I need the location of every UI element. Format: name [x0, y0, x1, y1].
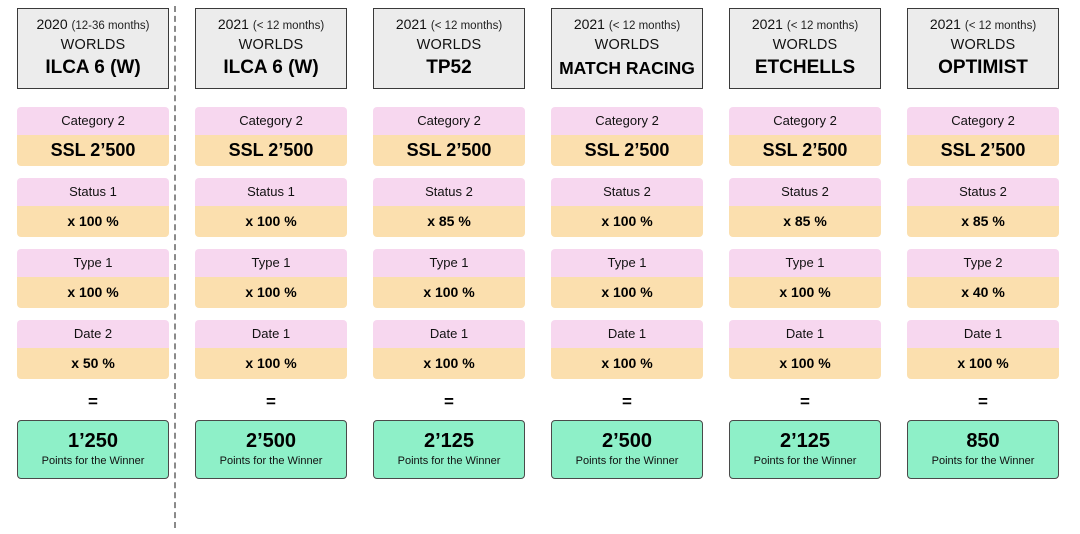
factor-value: x 50 %: [17, 348, 169, 379]
event-age-window: (< 12 months): [964, 20, 1037, 32]
factor-value: x 85 %: [729, 206, 881, 237]
factor-value: x 100 %: [373, 277, 525, 308]
event-header-card: [373, 8, 525, 89]
factor-label: Category 2: [373, 107, 525, 135]
result-caption: Points for the Winner: [931, 455, 1035, 467]
factor-value: SSL 2’500: [551, 135, 703, 166]
factor-date: [729, 320, 881, 379]
factor-value: x 100 %: [729, 277, 881, 308]
event-level: WORLDS: [238, 37, 304, 53]
result-points: 2’125: [423, 430, 475, 452]
factor-value: SSL 2’500: [729, 135, 881, 166]
factor-type: [907, 249, 1059, 308]
factor-status: [373, 178, 525, 237]
factor-label: Status 2: [729, 178, 881, 206]
event-level: WORLDS: [594, 37, 660, 53]
result-caption: Points for the Winner: [575, 455, 679, 467]
factor-category: [907, 107, 1059, 166]
event-class: ILCA 6 (W): [223, 57, 319, 78]
event-age-window: (< 12 months): [252, 20, 325, 32]
factor-label: Date 2: [17, 320, 169, 348]
result-points: 2’500: [601, 430, 653, 452]
factor-label: Status 1: [195, 178, 347, 206]
factor-date: [17, 320, 169, 379]
factor-label: Category 2: [729, 107, 881, 135]
factor-type: [17, 249, 169, 308]
factor-type: [373, 249, 525, 308]
event-year-value: 2021: [217, 16, 249, 32]
factor-label: Date 1: [195, 320, 347, 348]
result-points: 2’500: [245, 430, 297, 452]
factor-value: x 100 %: [373, 348, 525, 379]
result-card: [373, 420, 525, 479]
factor-value: x 85 %: [373, 206, 525, 237]
result-caption: Points for the Winner: [41, 455, 145, 467]
factor-date: [373, 320, 525, 379]
event-age-window: (< 12 months): [430, 20, 503, 32]
factor-label: Category 2: [195, 107, 347, 135]
event-column-1: [4, 8, 182, 479]
result-points: 2’125: [779, 430, 831, 452]
factor-label: Status 1: [17, 178, 169, 206]
event-year-value: 2021: [751, 16, 783, 32]
factor-value: x 100 %: [17, 277, 169, 308]
column-divider: [174, 6, 176, 528]
factor-label: Category 2: [17, 107, 169, 135]
factor-category: [729, 107, 881, 166]
factor-label: Type 1: [195, 249, 347, 277]
event-age-window: (< 12 months): [608, 20, 681, 32]
event-year-value: 2021: [929, 16, 961, 32]
equals-sign: =: [978, 392, 988, 411]
factor-label: Category 2: [551, 107, 703, 135]
factor-category: [373, 107, 525, 166]
event-level: WORLDS: [950, 37, 1016, 53]
factor-value: SSL 2’500: [195, 135, 347, 166]
factor-value: SSL 2’500: [17, 135, 169, 166]
equals-sign: =: [444, 392, 454, 411]
factor-value: x 100 %: [551, 206, 703, 237]
factor-value: x 100 %: [551, 348, 703, 379]
event-year-value: 2021: [573, 16, 605, 32]
event-class: ETCHELLS: [754, 57, 856, 78]
event-class: OPTIMIST: [938, 57, 1028, 78]
event-year: [200, 16, 342, 35]
factor-value: x 100 %: [195, 277, 347, 308]
event-year: [378, 16, 520, 35]
factor-label: Type 2: [907, 249, 1059, 277]
event-class: TP52: [426, 57, 472, 78]
factor-label: Category 2: [907, 107, 1059, 135]
factor-category: [551, 107, 703, 166]
result-card: [729, 420, 881, 479]
factor-status: [907, 178, 1059, 237]
event-age-window: (< 12 months): [786, 20, 859, 32]
factor-value: x 100 %: [729, 348, 881, 379]
event-column-3: [360, 8, 538, 479]
factor-label: Date 1: [907, 320, 1059, 348]
factor-label: Type 1: [373, 249, 525, 277]
event-class: MATCH RACING: [559, 58, 695, 78]
event-year: [556, 16, 698, 35]
factor-value: x 100 %: [17, 206, 169, 237]
factor-value: x 100 %: [195, 348, 347, 379]
factor-status: [17, 178, 169, 237]
result-points: 1’250: [67, 430, 119, 452]
event-header-card: [195, 8, 347, 89]
event-year: [734, 16, 876, 35]
factor-label: Status 2: [373, 178, 525, 206]
event-year-value: 2020: [36, 16, 68, 32]
factor-category: [17, 107, 169, 166]
factor-value: x 85 %: [907, 206, 1059, 237]
event-year: [22, 16, 164, 35]
equals-sign: =: [88, 392, 98, 411]
factor-value: x 40 %: [907, 277, 1059, 308]
event-age-window: (12-36 months): [71, 20, 150, 32]
factor-type: [195, 249, 347, 308]
factor-label: Type 1: [17, 249, 169, 277]
event-header-card: [17, 8, 169, 89]
event-level: WORLDS: [416, 37, 482, 53]
event-year-value: 2021: [395, 16, 427, 32]
event-column-5: [716, 8, 894, 479]
result-points: 850: [966, 430, 1000, 452]
factor-value: SSL 2’500: [907, 135, 1059, 166]
factor-label: Type 1: [551, 249, 703, 277]
equals-sign: =: [622, 392, 632, 411]
factor-status: [551, 178, 703, 237]
factor-label: Date 1: [551, 320, 703, 348]
event-column-2: [182, 8, 360, 479]
event-level: WORLDS: [772, 37, 838, 53]
factor-label: Date 1: [373, 320, 525, 348]
factor-label: Type 1: [729, 249, 881, 277]
result-caption: Points for the Winner: [397, 455, 501, 467]
factor-value: SSL 2’500: [373, 135, 525, 166]
factor-value: x 100 %: [551, 277, 703, 308]
factor-date: [195, 320, 347, 379]
event-header-card: [729, 8, 881, 89]
factor-label: Status 2: [907, 178, 1059, 206]
event-year: [912, 16, 1054, 35]
event-header-card: [551, 8, 703, 89]
factor-label: Date 1: [729, 320, 881, 348]
equals-sign: =: [266, 392, 276, 411]
result-card: [195, 420, 347, 479]
factor-value: x 100 %: [907, 348, 1059, 379]
event-level: WORLDS: [60, 37, 126, 53]
factor-date: [551, 320, 703, 379]
result-caption: Points for the Winner: [219, 455, 323, 467]
result-caption: Points for the Winner: [753, 455, 857, 467]
event-column-6: [894, 8, 1072, 479]
event-column-4: [538, 8, 716, 479]
result-card: [907, 420, 1059, 479]
factor-type: [551, 249, 703, 308]
factor-status: [195, 178, 347, 237]
result-card: [551, 420, 703, 479]
factor-status: [729, 178, 881, 237]
factor-type: [729, 249, 881, 308]
factor-value: x 100 %: [195, 206, 347, 237]
event-header-card: [907, 8, 1059, 89]
factor-date: [907, 320, 1059, 379]
event-class: ILCA 6 (W): [45, 57, 141, 78]
equals-sign: =: [800, 392, 810, 411]
factor-label: Status 2: [551, 178, 703, 206]
result-card: [17, 420, 169, 479]
factor-category: [195, 107, 347, 166]
